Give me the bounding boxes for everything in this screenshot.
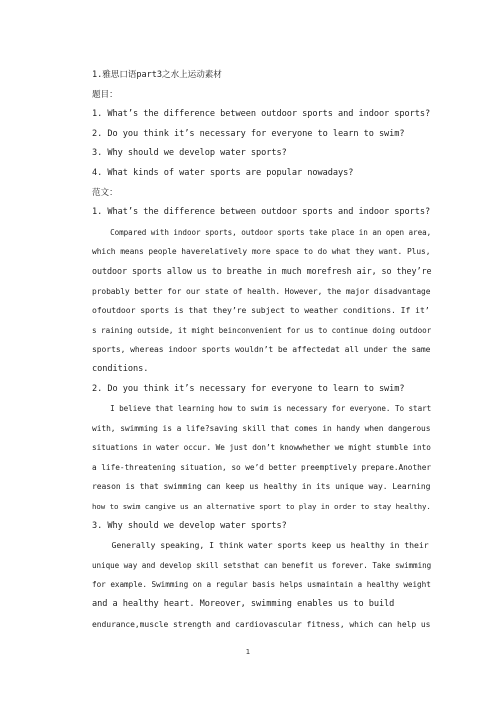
sample-label: 范文： [92, 187, 118, 198]
answer-3-line: endurance,muscle strength and cardiovascular fitness, which can help us [92, 619, 431, 629]
question-4: 4. What kinds of water sports are popular nowadays? [92, 167, 354, 178]
answer-3-line: and a healthy heart. Moreover, swimming enables us to build [92, 599, 395, 610]
question-2: 2. Do you think it’s necessary for everyone to learn to swim? [92, 128, 405, 139]
answer-1-line: probably better for our state of health. However, the major disadvantage [92, 286, 431, 296]
answer-3-question: 3. Why should we develop water sports? [92, 520, 287, 531]
answer-2-line: I believe that learning how to swim is necessary for everyone. To start [92, 404, 432, 414]
answer-1-line: outdoor sports allow us to breathe in much morefresh air, so they’re [92, 265, 432, 276]
answer-3-line: for example. Swimming on a regular basis helps usmaintain a healthy weight [92, 580, 431, 590]
document-title: 1.雅思口语part3之水上运动素材 [92, 70, 222, 80]
answer-2-line: how to swim cangive us an alternative sport to play in order to stay healthy. [92, 502, 431, 512]
answer-2-question: 2. Do you think it’s necessary for everyone to learn to swim? [92, 383, 405, 394]
answer-1-line: s raining outside, it might beinconvenient for us to continue doing outdoor [92, 325, 432, 335]
answer-1-line: ofoutdoor sports is that they’re subject to weather conditions. If it’ [92, 305, 430, 316]
answer-1-line: sports, whereas indoor sports wouldn’t be affectedat all under the same [92, 345, 431, 355]
answer-1-question: 1. What’s the difference between outdoor sports and indoor sports? [92, 207, 431, 218]
answer-2-line: a life-threatening situation, so we’d better preemptively prepare.Another [92, 462, 432, 472]
answer-2-line: reason is that swimming can keep us healthy in its unique way. Learning [92, 482, 431, 492]
answer-1-line: Compared with indoor sports, outdoor sports take place in an open area, [92, 227, 432, 237]
document-body [92, 66, 432, 634]
page-number: 1 [245, 648, 251, 656]
question-3: 3. Why should we develop water sports? [92, 148, 287, 159]
answer-1-line: conditions. [92, 363, 149, 374]
answer-1-line: which means people haverelatively more space to do what they want. Plus, [92, 247, 431, 257]
answer-3-line: Generally speaking, I think water sports keep us healthy in their [92, 540, 429, 551]
topic-label: 题目： [92, 89, 118, 100]
answer-3-line: unique way and develop skill setsthat can benefit us forever. Take swimming [92, 560, 432, 570]
question-1: 1. What’s the difference between outdoor sports and indoor sports? [92, 109, 431, 120]
answer-2-line: with, swimming is a life?saving skill that comes in handy when dangerous [92, 423, 431, 433]
answer-2-line: situations in water occur. We just don’t knowwhether we might stumble into [92, 443, 431, 453]
